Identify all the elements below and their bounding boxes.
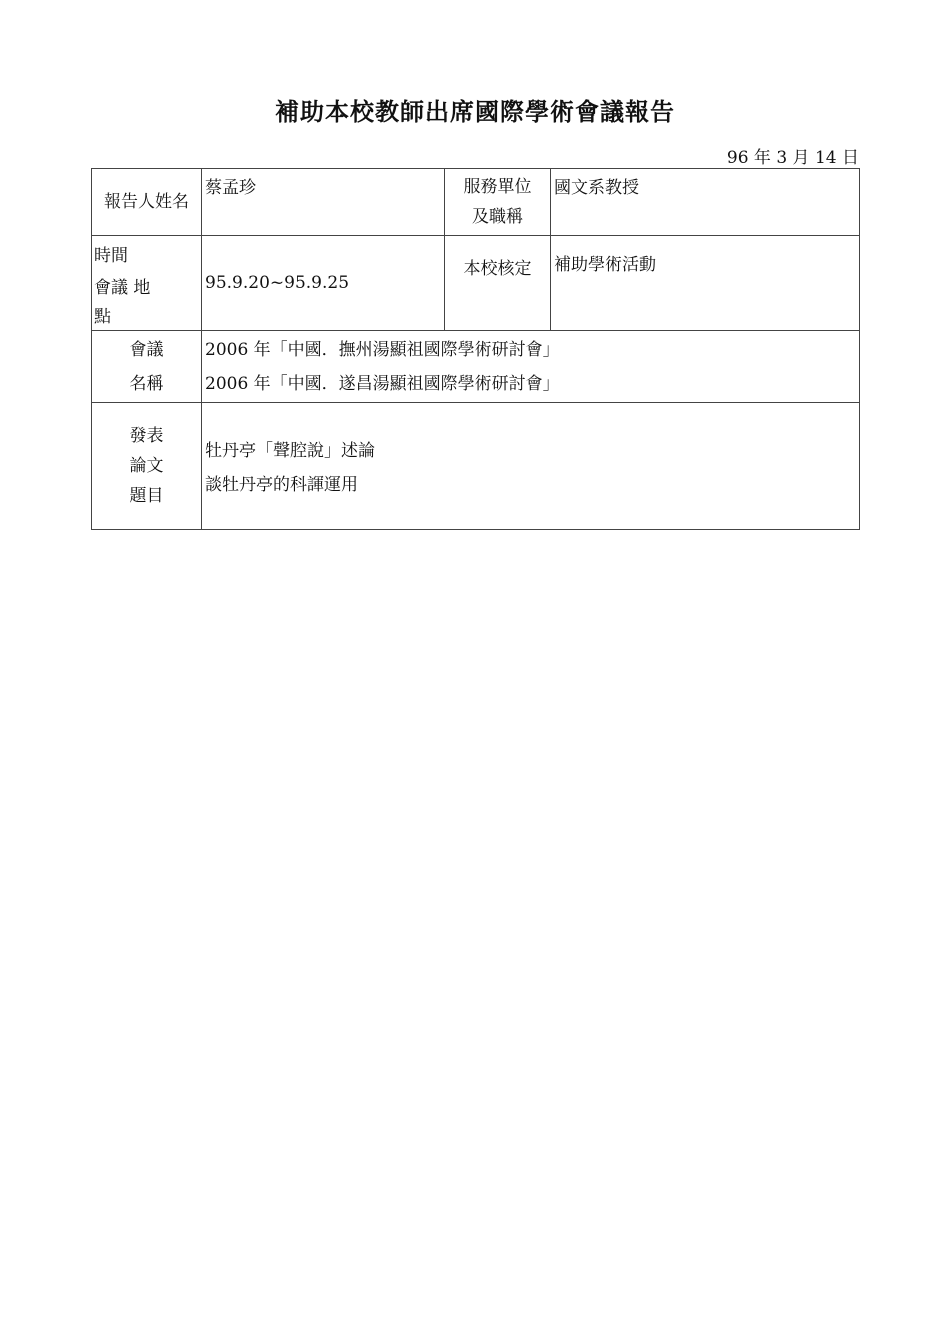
table-row (92, 169, 860, 236)
time-value: 95.9.20~95.9.25 (202, 236, 445, 331)
venue-label-part1: 會議 (94, 278, 128, 298)
paper-title-label (92, 403, 202, 530)
unit-title-label (445, 169, 551, 236)
conference-name-label (92, 331, 202, 403)
time-venue-label (92, 236, 202, 331)
time-label: 時間 (94, 246, 128, 266)
venue-label-part2: 地 (133, 278, 151, 298)
paper-title-1: 牡丹亭「聲腔說」述論 (205, 441, 375, 461)
conference-name-2: 2006 年「中國．遂昌湯顯祖國際學術研討會」 (205, 373, 560, 394)
table-row (92, 403, 860, 530)
venue-label (94, 272, 201, 304)
conference-names (202, 331, 860, 403)
unit-title-label-line1: 服務單位 (463, 177, 532, 197)
report-date: 96 年 3 月 14 日 (726, 148, 859, 168)
unit-title-label-line2: 及職稱 (472, 207, 523, 227)
conference-name-1: 2006 年「中國．撫州湯顯祖國際學術研討會」 (205, 339, 560, 360)
paper-titles (202, 403, 860, 530)
unit-title-value: 國文系教授 (551, 169, 860, 236)
venue-label-part3: 點 (94, 307, 111, 327)
page-title: 補助本校教師出席國際學術會議報告 (275, 97, 675, 126)
approval-value: 補助學術活動 (551, 236, 860, 331)
conference-name-label-line2: 名稱 (129, 373, 164, 394)
table-row (92, 236, 860, 331)
reporter-name-label: 報告人姓名 (92, 169, 202, 236)
table-row (92, 331, 860, 403)
conference-name-label-line1: 會議 (129, 339, 164, 360)
approval-label: 本校核定 (445, 236, 551, 331)
report-table (91, 168, 860, 530)
paper-title-2: 談牡丹亭的科諢運用 (205, 475, 358, 495)
paper-title-label-line3: 題目 (129, 486, 164, 506)
paper-title-label-line2: 論文 (129, 456, 164, 476)
reporter-name-value: 蔡孟珍 (202, 169, 445, 236)
paper-title-label-line1: 發表 (129, 426, 164, 446)
